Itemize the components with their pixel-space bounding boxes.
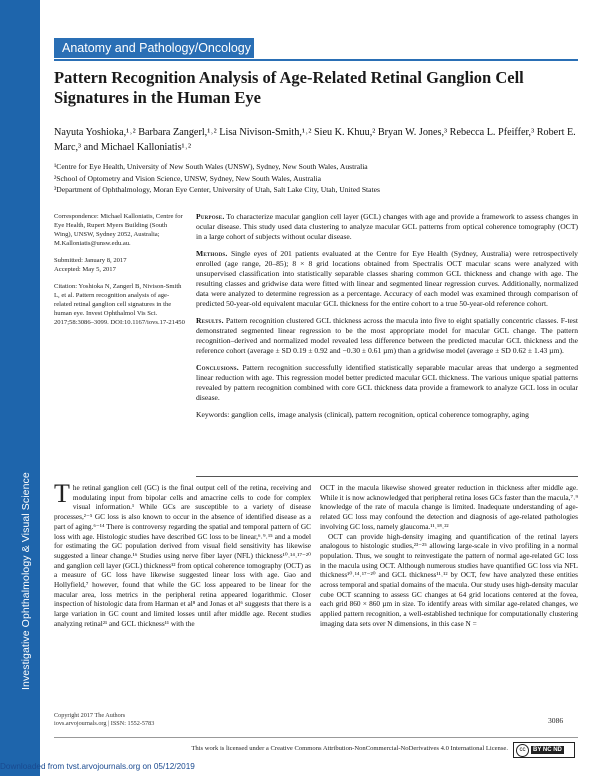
intro-text: he retinal ganglion cell (GC) is the final output cell of the retina, receiving and modulating input from bipolar cells and amacrine cells to code for complex visual information.¹ While GCs are susceptible to a variety of disease processes,²⁻⁵ GC loss is also known to occur in the absence of identified disease as a part of aging.⁶⁻¹⁴ There is controversy regarding the spatial and temporal pattern of GC loss with age. Histologic studies have described GC loss to be linear,⁶˒⁹˒¹⁵ and a model for estimating the GC population derived from visual field sensitivity has likewise suggested a linear change.¹⁶ Studies using nerve fiber layer (NFL) thickness¹⁰˒¹⁴˒¹⁷⁻²⁰ and ganglion cell layer (GCL) thickness¹² from optical coherence tomography (OCT) as a measure of GC loss have likewise suggested linear loss with age. Gao and Hollyfield,⁷ however, found that while the GC loss appeared to be linear for the macular area, loss metrics in the peripheral retina appeared logarithmic. Closer inspection of histologic data from Harman et al⁸ and Jonas et al⁶ suggests that there is a large variation in GC count and limited losses until after middle age. Recent studies analyzing retinal²¹ and GCL thickness¹¹ with the xyxy=(54,483,311,628)
conclusions-label: Conclusions. xyxy=(196,363,239,372)
header-rule xyxy=(54,59,578,61)
purpose-label: Purpose. xyxy=(196,212,225,221)
abstract-rule xyxy=(196,476,578,477)
results-text: Pattern recognition clustered GCL thickness across the macula into five to eight spatially concentric classes. F-test demonstrated segmented linear regression to be the most appropriate model for macular GCL change. The pattern recognition–derived and normalized model revealed less difference between the predicted macular GCL thickness and the reference cohort (average ± SD 0.19 ± 0.92 and −0.30 ± 0.61 µm) than a gridwise model (average ± SD 0.62 ± 1.43 µm). xyxy=(196,316,578,355)
drop-cap: T xyxy=(54,479,70,508)
submission-dates: Submitted: January 8, 2017 Accepted: May 5, 2017 xyxy=(54,257,127,273)
license-text[interactable]: This work is licensed under a Creative Commons Attribution-NonCommercial-NoDerivatives 4.0 International License. xyxy=(191,745,508,752)
copyright: Copyright 2017 The Authors xyxy=(54,712,126,719)
issn-line: iovs.arvojournals.org | ISSN: 1552-5783 xyxy=(54,720,155,727)
journal-name: Investigative Ophthalmology & Visual Science xyxy=(20,472,32,690)
body-paragraph-1: OCT in the macula likewise showed greater reduction in thickness after middle age. While it is now acknowledged that peripheral retina loses GCs faster than the macula,⁷˒⁹ knowledge of the rate of macula change is limited. Inadequate understanding of age-related GC loss may confound the detection and diagnosis of age-related pathologies involving GC loss, namely glaucoma.¹¹˒¹⁸˒²² xyxy=(320,483,578,531)
keywords-label: Keywords: xyxy=(196,410,230,419)
abstract-purpose xyxy=(196,212,578,242)
affiliation-3: ³Department of Ophthalmology, Moran Eye Center, University of Utah, Salt Lake City, Utah, United States xyxy=(54,185,380,194)
intro-paragraph xyxy=(54,479,311,629)
section-label: Anatomy and Pathology/Oncology xyxy=(62,41,252,55)
conclusions-text: Pattern recognition successfully identified statistically separable macular areas that undergo a segmented linear reduction with age. This regression model better predicted macular GCL thickness. The various unique spatial patterns revealed by pattern recognition combined with core GCL thickness data provide a framework to analyze GCL loss in ocular disease. xyxy=(196,363,578,402)
body-paragraph-2: OCT can provide high-density imaging and quantification of the retinal layers analogous to histologic studies,²³⁻²⁵ allowing large-scale in vivo profiling in a normal population. Thus, we sought to reinvestigate the pattern of normal age-related GC loss in the macula using OCT. Although numerous studies have quantified GC loss via NFL thickness¹⁰˒¹⁴˒¹⁷⁻²⁰ and GCL thickness¹¹˒¹² by OCT, few have analyzed these entities across temporal and spatial domains of the macula. Our study uses high-density macular cube OCT scanning to assess GC changes at 64 grid locations centered at the fovea, each grid 860 × 860 µm in size. To identify areas with similar age-related changes, we applied pattern recognition, a well-established technique for computationally clustering imaging data sets over N dimensions, in this case N = xyxy=(320,531,578,628)
citation: Citation: Yoshioka N, Zangerl B, Nivison-Smith L, et al. Pattern recognition analysis of age-related retinal ganglion cell signatures in the human eye. Invest Ophthalmol Vis Sci. 2017;58:3086–3099. DOI:10.1167/iovs.17-21450 xyxy=(54,283,185,326)
methods-text: Single eyes of 201 patients evaluated at the Centre for Eye Health (Sydney, Australia) were retrospectively enrolled (age range, 20–85); 8 × 8 grid locations obtained from Spectralis OCT macular scans were analyzed with unsupervised classification into statistically separable classes sharing common GCL thickness and change with age. The resulting classes and gridwise data were fitted with linear and segmented linear regression curves. Additionally, normalized data were analyzed to determine regression as a percentage. Accuracy of each model was examined through comparison of predicted 50-year-old equivalent macular GCL thickness for the entire cohort to a true 50-year-old reference cohort. xyxy=(196,249,578,308)
abstract-conclusions xyxy=(196,363,578,403)
purpose-text: To characterize macular ganglion cell layer (GCL) changes with age and provide a framework to assess changes in ocular disease. This study used data clustering to analyze macular GCL patterns from optical coherence tomography (OCT) in a large cohort of subjects without ocular disease. xyxy=(196,212,578,241)
copyright-block xyxy=(54,712,314,728)
author-list: Nayuta Yoshioka,¹˒² Barbara Zangerl,¹˒² Lisa Nivison-Smith,¹˒² Sieu K. Khuu,² Bryan W. Jones,³ Rebecca L. Pfeiffer,³ Robert E. Marc,³ and Michael Kalloniatis¹˒² xyxy=(54,127,576,153)
article-title: Pattern Recognition Analysis of Age-Related Retinal Ganglion Cell Signatures in the Human Eye xyxy=(54,68,524,107)
abstract-methods xyxy=(196,249,578,309)
abstract xyxy=(196,212,578,427)
abstract-results xyxy=(196,316,578,356)
body-column-right xyxy=(320,483,578,629)
creative-commons-badge[interactable] xyxy=(513,742,575,758)
footer-rule xyxy=(54,737,578,738)
correspondence: Correspondence: Michael Kalloniatis, Centre for Eye Health, Rupert Myers Building (South Wing), UNSW, Sydney 2052, Australia; M.Kalloniatis@unsw.edu.au. xyxy=(54,213,183,247)
article-info-column xyxy=(54,212,186,335)
keywords-text: ganglion cells, image analysis (clinical), pattern recognition, optical coherence tomography, aging xyxy=(231,410,529,419)
results-label: Results. xyxy=(196,316,224,325)
methods-label: Methods. xyxy=(196,249,228,258)
affiliations xyxy=(54,161,584,196)
download-notice: Downloaded from tvst.arvojournals.org on 05/12/2019 xyxy=(0,762,195,771)
affiliation-2: ²School of Optometry and Vision Science, UNSW, Sydney, New South Wales, Australia xyxy=(54,173,321,183)
cc-icon: cc xyxy=(516,744,529,757)
section-banner xyxy=(54,38,254,58)
cc-badge-label: BY NC ND xyxy=(533,747,562,753)
abstract-keywords xyxy=(196,410,578,420)
journal-sidebar xyxy=(0,0,40,776)
affiliation-1: ¹Centre for Eye Health, University of New South Wales (UNSW), Sydney, New South Wales, Australia xyxy=(54,162,368,171)
page-number: 3086 xyxy=(548,716,564,725)
body-column-left xyxy=(54,479,311,629)
